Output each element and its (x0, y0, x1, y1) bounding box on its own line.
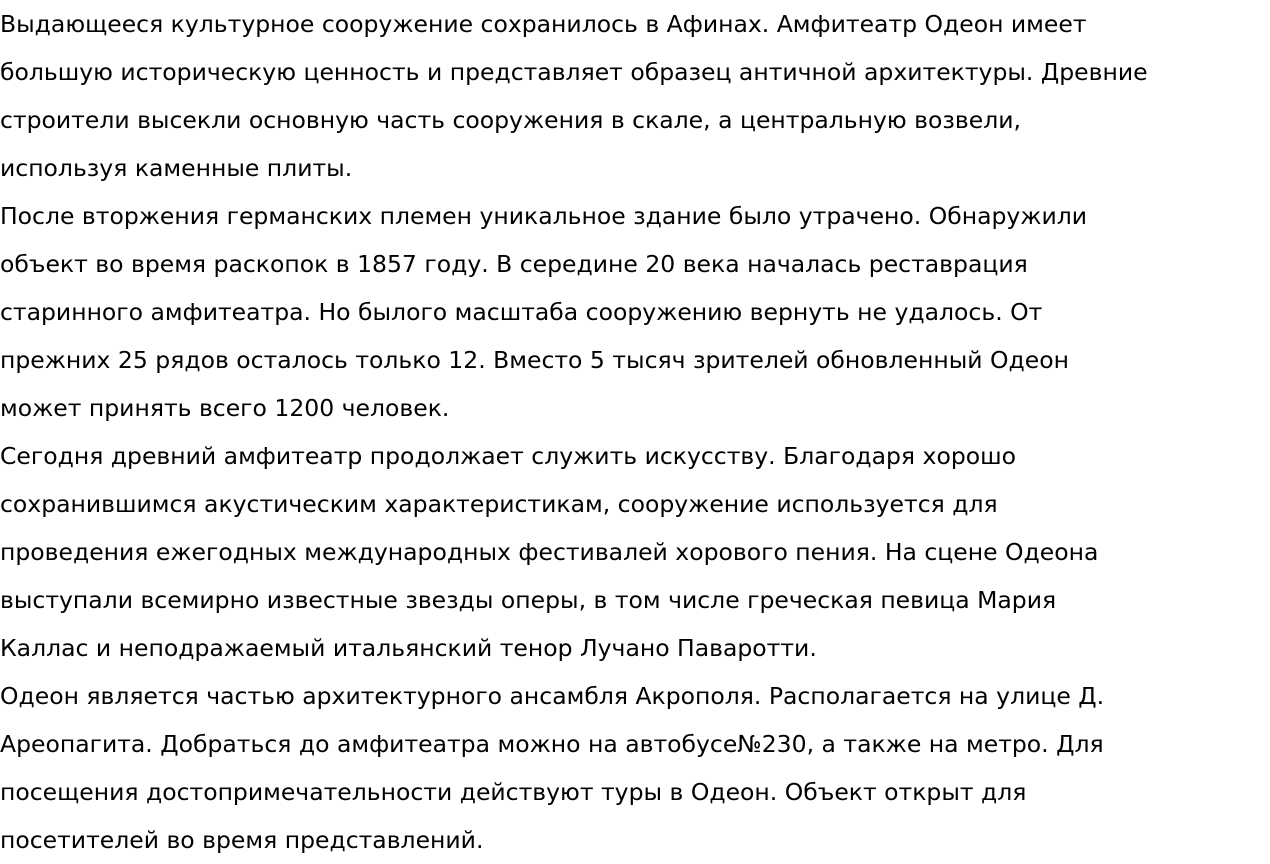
text-line: Одеон является частью архитектурного ансамбля Акрополя. Располагается на улице Д. (0, 682, 1105, 710)
text-line: проведения ежегодных международных фестивалей хорового пения. На сцене Одеона (0, 538, 1099, 566)
text-line: сохранившимся акустическим характеристикам, сооружение используется для (0, 490, 998, 518)
text-line: посещения достопримечательности действуют туры в Одеон. Объект открыт для (0, 778, 1027, 806)
text-line: объект во время раскопок в 1857 году. В середине 20 века началась реставрация (0, 250, 1028, 278)
text-line: выступали всемирно известные звезды оперы, в том числе греческая певица Мария (0, 586, 1057, 614)
text-line: прежних 25 рядов осталось только 12. Вместо 5 тысяч зрителей обновленный Одеон (0, 346, 1069, 374)
text-line: большую историческую ценность и представляет образец античной архитектуры. Древние (0, 58, 1148, 86)
text-line: может принять всего 1200 человек. (0, 394, 450, 422)
text-line: После вторжения германских племен уникальное здание было утрачено. Обнаружили (0, 202, 1088, 230)
text-line: строители высекли основную часть сооружения в скале, а центральную возвели, (0, 106, 1021, 134)
text-line: используя каменные плиты. (0, 154, 353, 182)
paragraph-history (0, 192, 1270, 432)
text-line: Выдающееся культурное сооружение сохранилось в Афинах. Амфитеатр Одеон имеет (0, 10, 1087, 38)
text-line: Каллас и неподражаемый итальянский тенор Лучано Паваротти. (0, 634, 817, 662)
text-line: старинного амфитеатра. Но былого масштаба сооружению вернуть не удалось. От (0, 298, 1043, 326)
text-line: Ареопагита. Добраться до амфитеатра можно на автобусе№230, а также на метро. Для (0, 730, 1104, 758)
paragraph-today (0, 432, 1270, 672)
text-line: Сегодня древний амфитеатр продолжает служить искусству. Благодаря хорошо (0, 442, 1016, 470)
paragraph-visit (0, 672, 1270, 864)
paragraph-intro (0, 0, 1270, 192)
text-line: посетителей во время представлений. (0, 826, 484, 854)
